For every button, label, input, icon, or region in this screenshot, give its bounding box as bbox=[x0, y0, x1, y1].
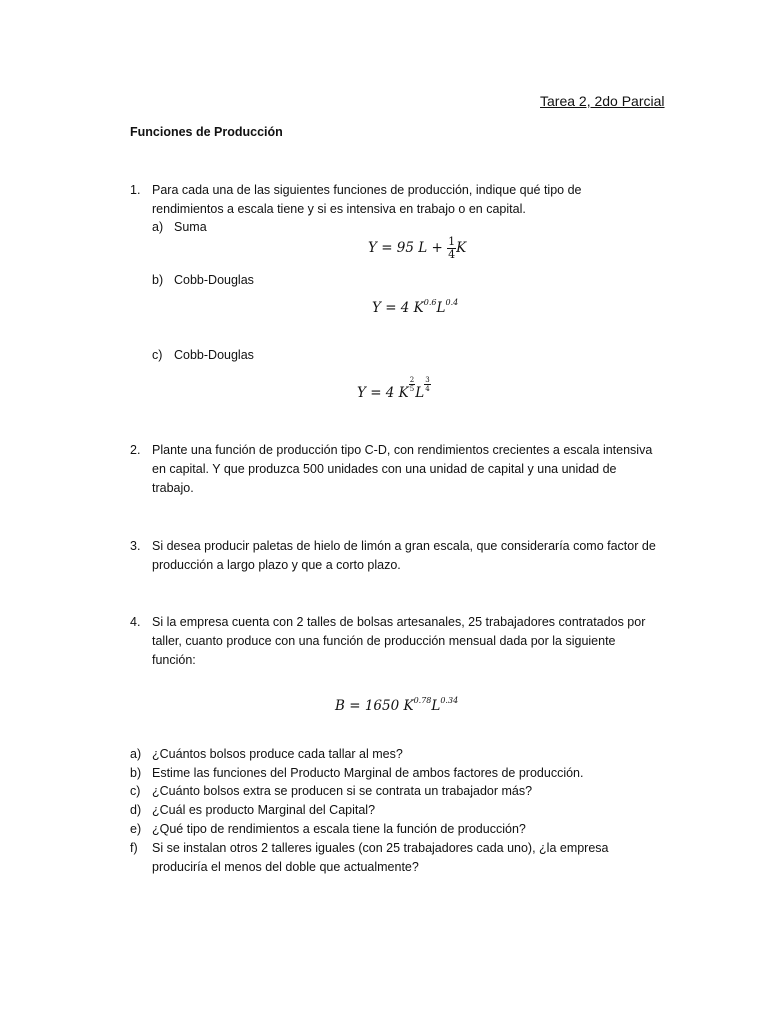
list-item: Estime las funciones del Producto Marginal de ambos factores de producción. bbox=[152, 766, 584, 780]
list-item-label: f) bbox=[130, 841, 138, 855]
equation-lhs: Y = 95 L + bbox=[368, 240, 448, 256]
question-number: 4. bbox=[130, 615, 141, 629]
assignment-header: Tarea 2, 2do Parcial bbox=[540, 93, 665, 109]
question-text-line: producción a largo plazo y que a corto plazo. bbox=[152, 558, 401, 572]
list-item-label: c) bbox=[130, 784, 141, 798]
list-item: ¿Qué tipo de rendimientos a escala tiene la función de producción? bbox=[152, 822, 526, 836]
equation-variable: L bbox=[436, 300, 446, 316]
fraction-denominator: 4 bbox=[448, 248, 456, 261]
question-text-line: taller, cuanto produce con una función de producción mensual dada por la siguiente bbox=[152, 634, 616, 648]
list-item-label: a) bbox=[130, 747, 142, 761]
question-number: 2. bbox=[130, 443, 141, 457]
equation-cobb-douglas-2 bbox=[357, 376, 431, 403]
fraction-denominator: 4 bbox=[425, 385, 430, 393]
question-number: 1. bbox=[130, 183, 141, 197]
exponent: 0.78 bbox=[413, 696, 432, 705]
equation-variable: L bbox=[431, 698, 441, 714]
equation-variable: L bbox=[415, 385, 425, 401]
question-text-line: Para cada una de las siguientes funciones de producción, indique qué tipo de bbox=[152, 183, 582, 197]
list-item: ¿Cuántos bolsos produce cada tallar al mes? bbox=[152, 747, 403, 761]
sub-item-text: Cobb-Douglas bbox=[174, 273, 254, 287]
question-text-line: trabajo. bbox=[152, 481, 194, 495]
sub-item-text: Suma bbox=[174, 220, 207, 234]
exponent-fraction bbox=[409, 376, 415, 393]
question-number: 3. bbox=[130, 539, 141, 553]
list-item-continuation: produciría el menos del doble que actualmente? bbox=[152, 860, 419, 874]
sub-item-text: Cobb-Douglas bbox=[174, 348, 254, 362]
equation-lhs: Y = 4 K bbox=[357, 385, 409, 401]
sub-item-label: a) bbox=[152, 220, 164, 234]
question-text-line: Si la empresa cuenta con 2 talles de bolsas artesanales, 25 trabajadores contratados por bbox=[152, 615, 646, 629]
fraction bbox=[447, 236, 456, 261]
equation-sum bbox=[368, 236, 466, 261]
equation-cobb-douglas-1 bbox=[372, 299, 458, 319]
list-item-label: e) bbox=[130, 822, 142, 836]
question-text-line: función: bbox=[152, 653, 196, 667]
exponent: 0.34 bbox=[440, 696, 459, 705]
sub-item-label: b) bbox=[152, 273, 164, 287]
exponent: 0.6 bbox=[423, 298, 437, 307]
section-title: Funciones de Producción bbox=[130, 125, 283, 139]
question-text-line: Si desea producir paletas de hielo de limón a gran escala, que consideraría como factor de bbox=[152, 539, 656, 553]
list-item-label: b) bbox=[130, 766, 142, 780]
equation-production-function bbox=[335, 697, 458, 717]
fraction-numerator: 2 bbox=[409, 376, 415, 384]
fraction-denominator: 5 bbox=[409, 385, 415, 393]
question-text-line: en capital. Y que produzca 500 unidades con una unidad de capital y una unidad de bbox=[152, 462, 617, 476]
question-text-line: Plante una función de producción tipo C-D, con rendimientos crecientes a escala intensiva bbox=[152, 443, 653, 457]
list-item: Si se instalan otros 2 talleres iguales (con 25 trabajadores cada uno), ¿la empresa bbox=[152, 841, 609, 855]
equation-lhs: B = 1650 K bbox=[335, 698, 414, 714]
equation-rhs: K bbox=[456, 240, 467, 256]
question-text-line: rendimientos a escala tiene y si es intensiva en trabajo o en capital. bbox=[152, 202, 526, 216]
exponent: 0.4 bbox=[445, 298, 459, 307]
equation-lhs: Y = 4 K bbox=[372, 300, 424, 316]
exponent-fraction bbox=[424, 376, 430, 393]
sub-item-label: c) bbox=[152, 348, 163, 362]
list-item: ¿Cuál es producto Marginal del Capital? bbox=[152, 803, 376, 817]
list-item-label: d) bbox=[130, 803, 142, 817]
list-item: ¿Cuánto bolsos extra se producen si se contrata un trabajador más? bbox=[152, 784, 533, 798]
fraction-numerator: 1 bbox=[448, 235, 456, 248]
fraction-numerator: 3 bbox=[425, 376, 430, 384]
